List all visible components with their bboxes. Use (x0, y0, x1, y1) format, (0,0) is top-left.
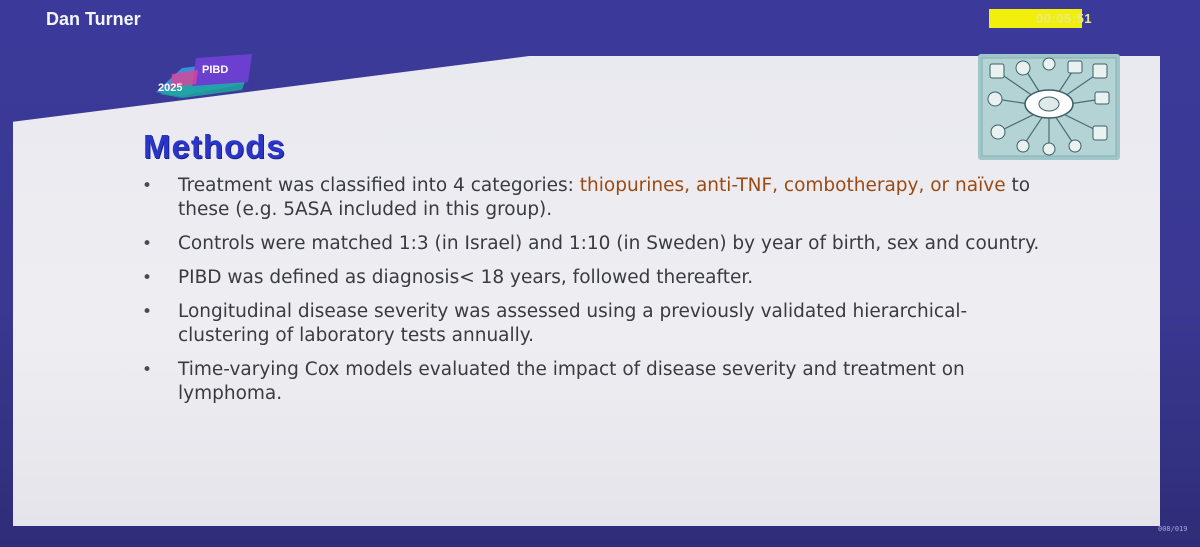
bullet-controls-matching: • Controls were matched 1:3 (in Israel) and 1:10 (in Sweden) by year of birth, sex and country. (140, 232, 1040, 256)
logo-pibd-text: PIBD (202, 64, 229, 76)
slide-title: Methods (143, 128, 286, 165)
timer-text: 00:05:51 (1036, 11, 1093, 26)
bullet-cox-models: • Time-varying Cox models evaluated the impact of disease severity and treatment on lymphoma. (140, 358, 1040, 406)
speaker-name: Dan Turner (46, 9, 141, 29)
bullet-1-post: to these (e.g. 5ASA included in this group). (178, 175, 1031, 220)
presentation-timer (989, 9, 1101, 28)
methods-bullet-list (140, 174, 1040, 416)
bullet-1-pre: Treatment was classified into 4 categories: (178, 175, 580, 196)
bullet-1-highlight: thiopurines, anti-TNF, combotherapy, or naïve (579, 175, 1006, 196)
pibd-2025-logo (152, 54, 254, 98)
bullet-disease-severity: • Longitudinal disease severity was assessed using a previously validated hierarchical-clustering of laboratory tests annually. (140, 300, 1040, 348)
logo-year-text: 2025 (158, 82, 183, 94)
bullet-pibd-definition: • PIBD was defined as diagnosis< 18 years, followed thereafter. (140, 266, 1040, 290)
slide-number: 008/019 (1158, 525, 1188, 533)
bullet-treatment-categories (140, 174, 1040, 222)
ai-brain-illustration (978, 54, 1120, 160)
